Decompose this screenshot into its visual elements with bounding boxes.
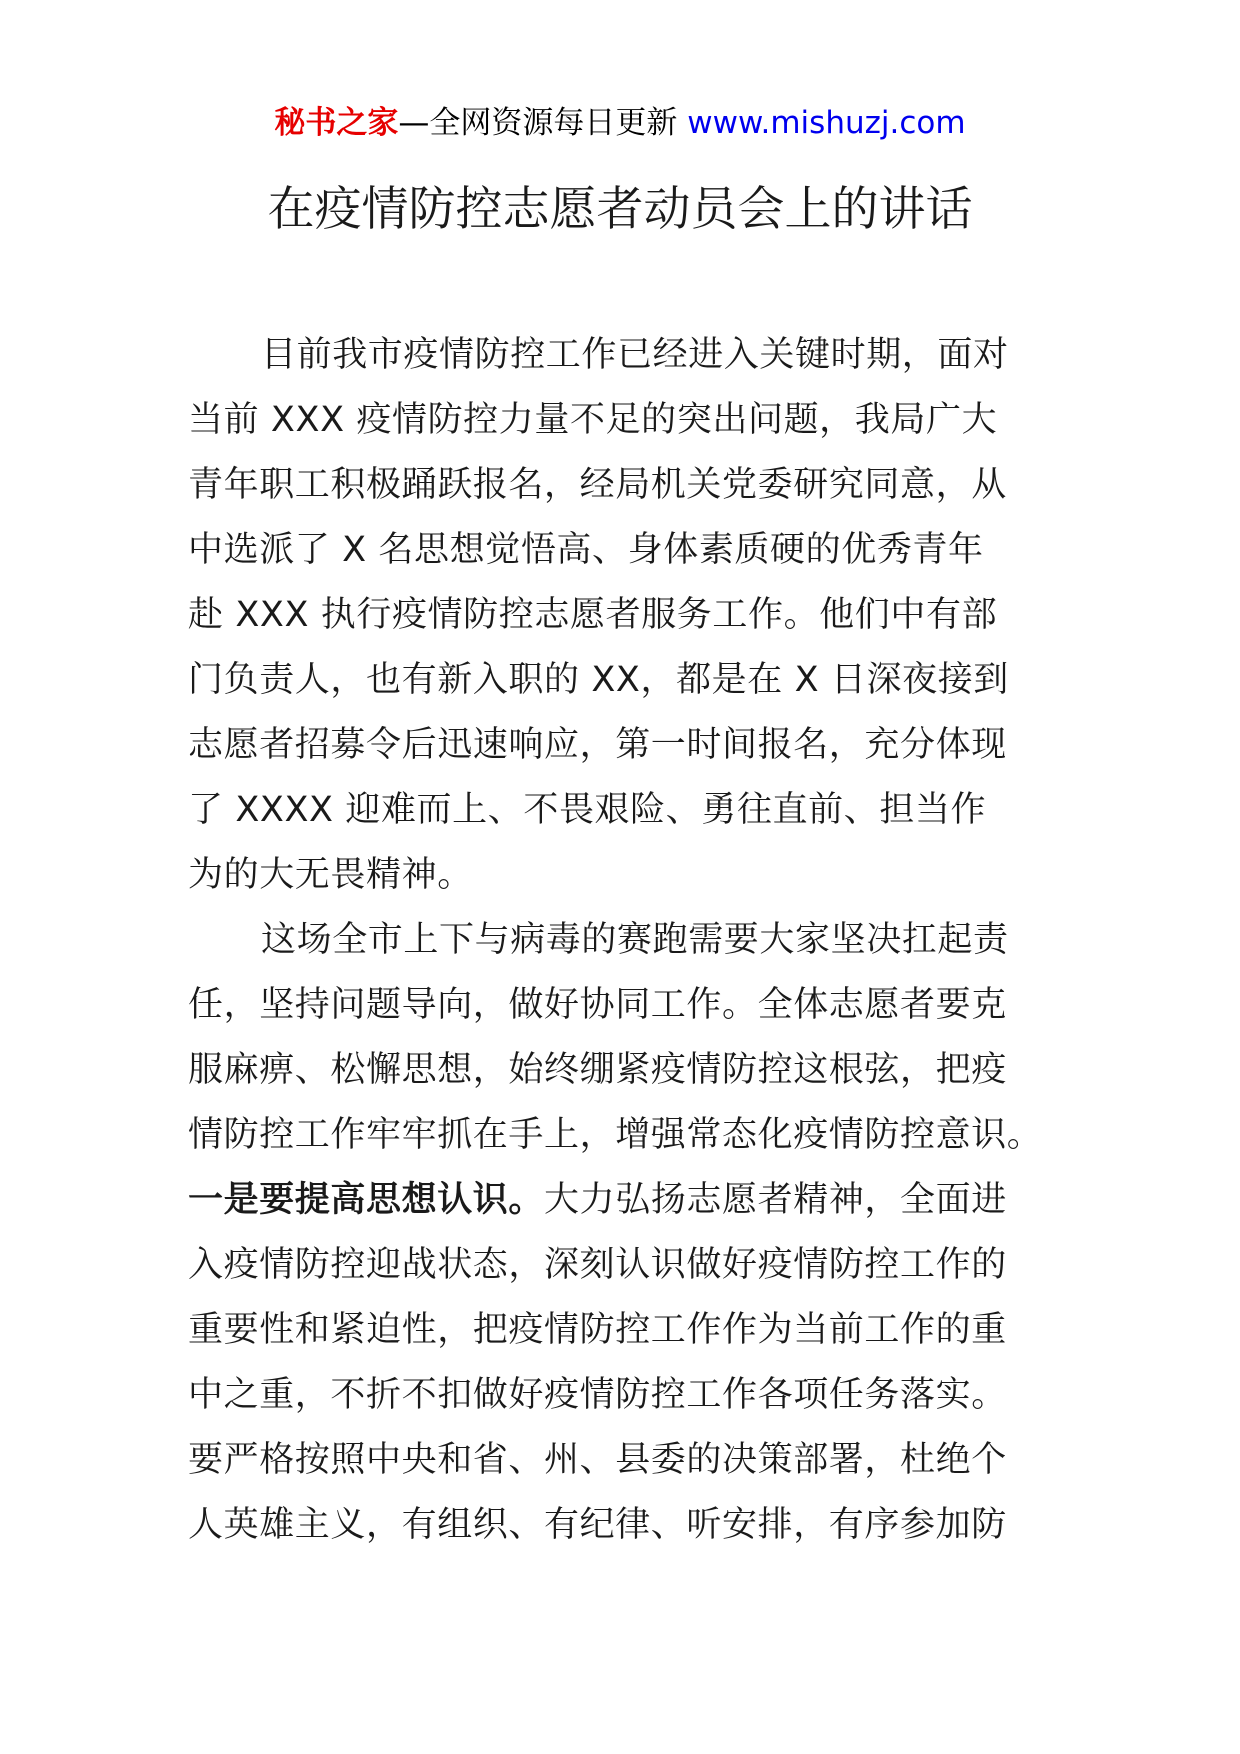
- site-url-link[interactable]: www.mishuzj.com: [687, 105, 966, 141]
- paragraph-line: 中选派了 X 名思想觉悟高、身体素质硬的优秀青年: [188, 530, 984, 570]
- paragraph-line: 了 XXXX 迎难而上、不畏艰险、勇往直前、担当作: [188, 790, 987, 830]
- paragraph-line: 青年职工积极踊跃报名，经局机关党委研究同意，从: [188, 465, 1007, 505]
- paragraph-line: 人英雄主义，有组织、有纪律、听安排，有序参加防: [188, 1505, 1007, 1545]
- paragraph-line: 入疫情防控迎战状态，深刻认识做好疫情防控工作的: [188, 1245, 1007, 1285]
- bold-lead-phrase: 一是要提高思想认识。: [188, 1180, 545, 1220]
- paragraph-line: 目前我市疫情防控工作已经进入关键时期，面对: [261, 335, 1009, 375]
- header-tagline: —全网资源每日更新: [398, 105, 688, 141]
- paragraph-line: 这场全市上下与病毒的赛跑需要大家坚决扛起责: [261, 920, 1009, 960]
- document-body: [188, 323, 1058, 1558]
- paragraph-line: 门负责人，也有新入职的 XX，都是在 X 日深夜接到: [188, 660, 1009, 700]
- paragraph-line: 任，坚持问题导向，做好协同工作。全体志愿者要克: [188, 985, 1007, 1025]
- site-header: [0, 100, 1240, 146]
- paragraph-line: 情防控工作牢牢抓在手上，增强常态化疫情防控意识。: [188, 1115, 1043, 1155]
- paragraph-line: 服麻痹、松懈思想，始终绷紧疫情防控这根弦，把疫: [188, 1050, 1007, 1090]
- paragraph-line: 中之重，不折不扣做好疫情防控工作各项任务落实。: [188, 1375, 1007, 1415]
- paragraph-line: 要严格按照中央和省、州、县委的决策部署，杜绝个: [188, 1440, 1007, 1480]
- document-title: 在疫情防控志愿者动员会上的讲话: [267, 182, 973, 237]
- lead-continuation: 大力弘扬志愿者精神，全面进: [544, 1180, 1007, 1220]
- paragraph-line: 赴 XXX 执行疫情防控志愿者服务工作。他们中有部: [188, 595, 998, 635]
- paragraph-line: 志愿者招募令后迅速响应，第一时间报名，充分体现: [188, 725, 1007, 765]
- paragraph-line: 为的大无畏精神。: [188, 855, 473, 895]
- paragraph-line: 重要性和紧迫性，把疫情防控工作作为当前工作的重: [188, 1310, 1007, 1350]
- paragraph-line: 当前 XXX 疫情防控力量不足的突出问题，我局广大: [188, 400, 998, 440]
- brand-name: 秘书之家: [274, 105, 399, 141]
- paragraph-line-with-lead: [188, 1168, 1058, 1233]
